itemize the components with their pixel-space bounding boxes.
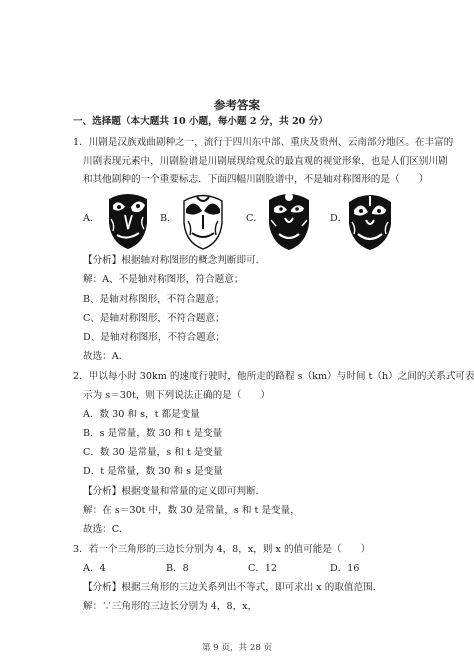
section-heading: 一、选择题（本大题共 10 小题，每小题 2 分，共 20 分） <box>73 116 328 127</box>
q2-analysis: 【分析】根据变量和常量的定义即可判断． <box>83 486 266 497</box>
q1-solution-line: 解：A、不是轴对称图形，符合题意； <box>83 274 244 285</box>
opera-mask-b-image <box>180 191 226 251</box>
opera-mask-d-image <box>346 190 394 252</box>
q1-analysis: 【分析】根据轴对称图形的概念判断即可． <box>83 255 266 266</box>
q1-answer: 故选：A． <box>83 351 129 362</box>
q1-stem-line: 川剧表现元素中，川剧脸谱是川剧展现给观众的最直观的视觉形象，也是人们区别川剧 <box>83 156 448 167</box>
q1-option-b-label: B． <box>160 213 177 224</box>
q1-solution-line: C、是轴对称图形，不符合题意； <box>83 313 225 324</box>
q3-option-d: D．16 <box>330 563 360 574</box>
page-title: 参考答案 <box>214 98 260 112</box>
q1-option-d-label: D． <box>330 213 348 224</box>
opera-mask-c-image <box>266 190 312 252</box>
q1-solution-line: B、是轴对称图形，不符合题意； <box>83 294 225 305</box>
q3-option-c: C．12 <box>248 563 278 574</box>
opera-mask-a-image <box>105 191 151 251</box>
q2-answer: 故选：C． <box>83 524 129 535</box>
q2-stem-line: 2．甲以每小时 30km 的速度行驶时，他所走的路程 s（km）与时间 t（h）之间的关系式可表 <box>73 371 474 382</box>
q2-option-c: C．数 30 是常量，s 和 t 是变量 <box>83 447 223 458</box>
q1-solution-line: D、是轴对称图形，不符合题意； <box>83 332 226 343</box>
q3-stem: 3．若一个三角形的三边长分别为 4，8，x，则 x 的值可能是（ ） <box>73 544 371 555</box>
q3-analysis: 【分析】根据三角形的三边关系列出不等式，即可求出 x 的取值范围． <box>83 582 383 593</box>
q2-option-a: A．数 30 和 s，t 都是变量 <box>83 409 200 420</box>
q3-solution-line: 解：∵三角形的三边长分别为 4，8，x， <box>83 601 258 612</box>
q2-stem-line: 示为 s＝30t，则下列说法正确的是（ ） <box>83 390 271 401</box>
q3-option-b: B．8 <box>166 563 189 574</box>
q1-stem-line: 和其他剧种的一个重要标志．下面四幅川剧脸谱中，不是轴对称图形的是（ ） <box>83 174 429 185</box>
page-footer: 第 9 页，共 28 页 <box>201 643 273 653</box>
q1-option-c-label: C． <box>246 213 263 224</box>
q3-option-a: A．4 <box>83 563 106 574</box>
q2-solution-line: 解：在 s＝30t 中，数 30 是常量，s 和 t 是变量， <box>83 505 300 516</box>
q2-option-b: B．s 是常量，数 30 和 t 是变量 <box>83 428 223 439</box>
q2-option-d: D．t 是常量，数 30 和 s 是变量 <box>83 466 223 477</box>
q1-option-a-label: A． <box>83 213 100 224</box>
q1-stem-line: 1．川剧是汉族戏曲剧种之一，流行于四川东中部、重庆及贵州、云南部分地区。在丰富的 <box>73 137 454 148</box>
